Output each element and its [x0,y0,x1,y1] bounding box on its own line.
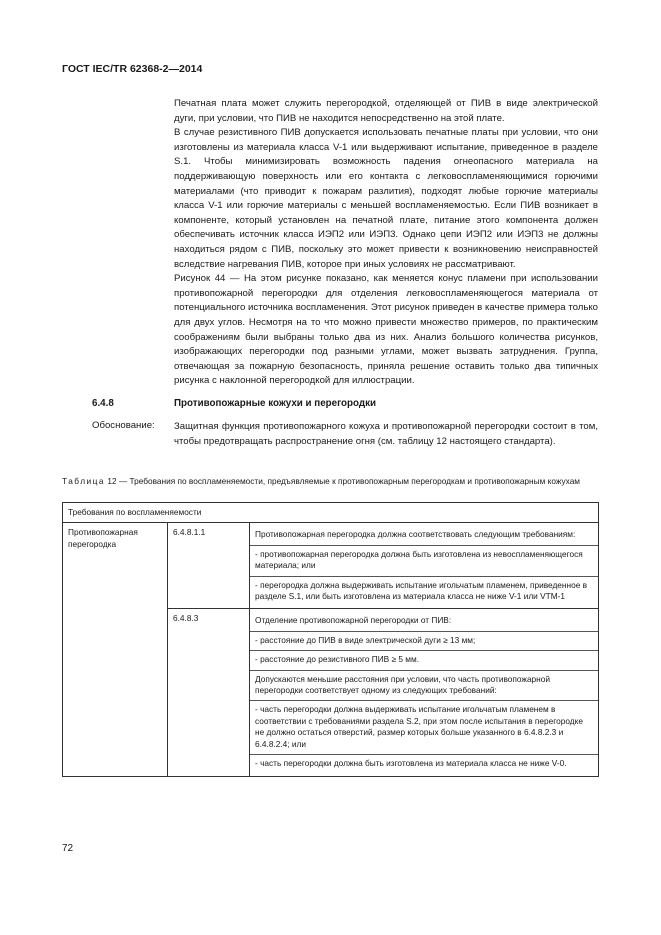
body-text [174,97,598,389]
clause-cell: 6.4.8.3 [168,609,250,776]
requirements-table [62,502,599,777]
table-caption-prefix: Таблица [62,476,106,486]
clause-cell: 6.4.8.1.1 [168,523,250,609]
table-header: Требования по воспламеняемости [63,503,599,523]
paragraph: Рисунок 44 — На этом рисунке показано, как меняется конус пламени при использовании противопожарной перегородки для отделения легковоспламеняющегося материала от потенциального источника воспламенения. Этот рисунок приведен в качестве примера только для двух углов. Несмотря на то что можно привести множество примеров, по практическим соображениям были выбраны только два из них. Анализ большого количества рисунков, изображающих перегородки под разными углами, может вызвать затруднения. Группа, отвечающая за пожарную безопасность, приняла решение оставить только два типичных рисунка с наклонной перегородкой для иллюстрации. [174,273,598,387]
requirement-item: - перегородка должна выдерживать испытание игольчатым пламенем, приведенное в разделе S.1, или быть изготовлена из материала класса не ниже V-1 или VTM-1 [250,576,598,605]
requirements-cell [250,523,599,609]
requirement-item: - часть перегородки должна быть изготовлена из материала класса не ниже V-0. [250,754,598,771]
requirement-item: - противопожарная перегородка должна быть изготовлена из невоспламеняющегося материала; или [250,545,598,574]
table-caption-text: 12 — Требования по воспламеняемости, предъявляемые к противопожарным перегородкам и противопожарным кожухам [105,476,581,486]
paragraph: В случае резистивного ПИВ допускается использовать печатные платы при условии, что они изготовлены из материала класса V-1 или выдерживают испытание, приведенное в разделе S.1. Чтобы минимизировать возможность падения огнеопасного материала на поддерживающую поверхность или его контакта с легковоспламеняющимися горючими материалами (что приводит к пожарам разлития), подходят любые горючие материалы класса V-1 или горючие материалы с меньшей воспламеняемостью. Если ПИВ возникает в компоненте, который установлен на печатной плате, питание этого компонента должен обеспечивать источник класса ИЭП2 или ИЭП3. Однако цепи ИЭП2 или ИЭП3 не должны находиться рядом с ПИВ, поскольку это может привести к возникновению неисправностей вследствие нагревания ПИВ, которое при иных условиях не рассматривают. [174,127,598,270]
paragraph: Печатная плата может служить перегородкой, отделяющей от ПИВ в виде электрической дуги, при условии, что ПИВ не находится непосредственно на этой плате. [174,98,598,124]
row-label: Противопожарная перегородка [63,523,168,776]
requirement-item: - расстояние до ПИВ в виде электрической дуги ≥ 13 мм; [250,631,598,648]
requirement-item: Противопожарная перегородка должна соответствовать следующим требованиям: [255,529,576,540]
table-row [63,523,599,609]
page-number: 72 [62,843,74,854]
table-caption [62,476,600,488]
document-header: ГОСТ IEC/TR 62368-2—2014 [62,63,203,75]
requirement-item: Допускаются меньшие расстояния при условии, что часть противопожарной перегородки соответствует одному из следующих требований: [250,670,598,699]
requirements-cell [250,609,599,776]
requirement-item: Отделение противопожарной перегородки от ПИВ: [255,615,452,626]
requirement-item: - расстояние до резистивного ПИВ ≥ 5 мм. [250,650,598,667]
section-number: 6.4.8 [92,398,114,409]
requirement-item: - часть перегородки должна выдерживать испытание игольчатым пламенем в соответствии с требованиями раздела S.2, при этом после испытания в перегородке не должно остаться отверстий, размер которых больше указанного в 6.4.8.2.3 и 6.4.8.2.4; или [250,700,598,752]
rationale-label: Обоснование: [92,420,155,431]
rationale-text: Защитная функция противопожарного кожуха и противопожарной перегородки состоит в том, чтобы предотвращать распространение огня (см. таблицу 12 настоящего стандарта). [174,421,598,447]
section-title: Противопожарные кожухи и перегородки [174,398,376,409]
